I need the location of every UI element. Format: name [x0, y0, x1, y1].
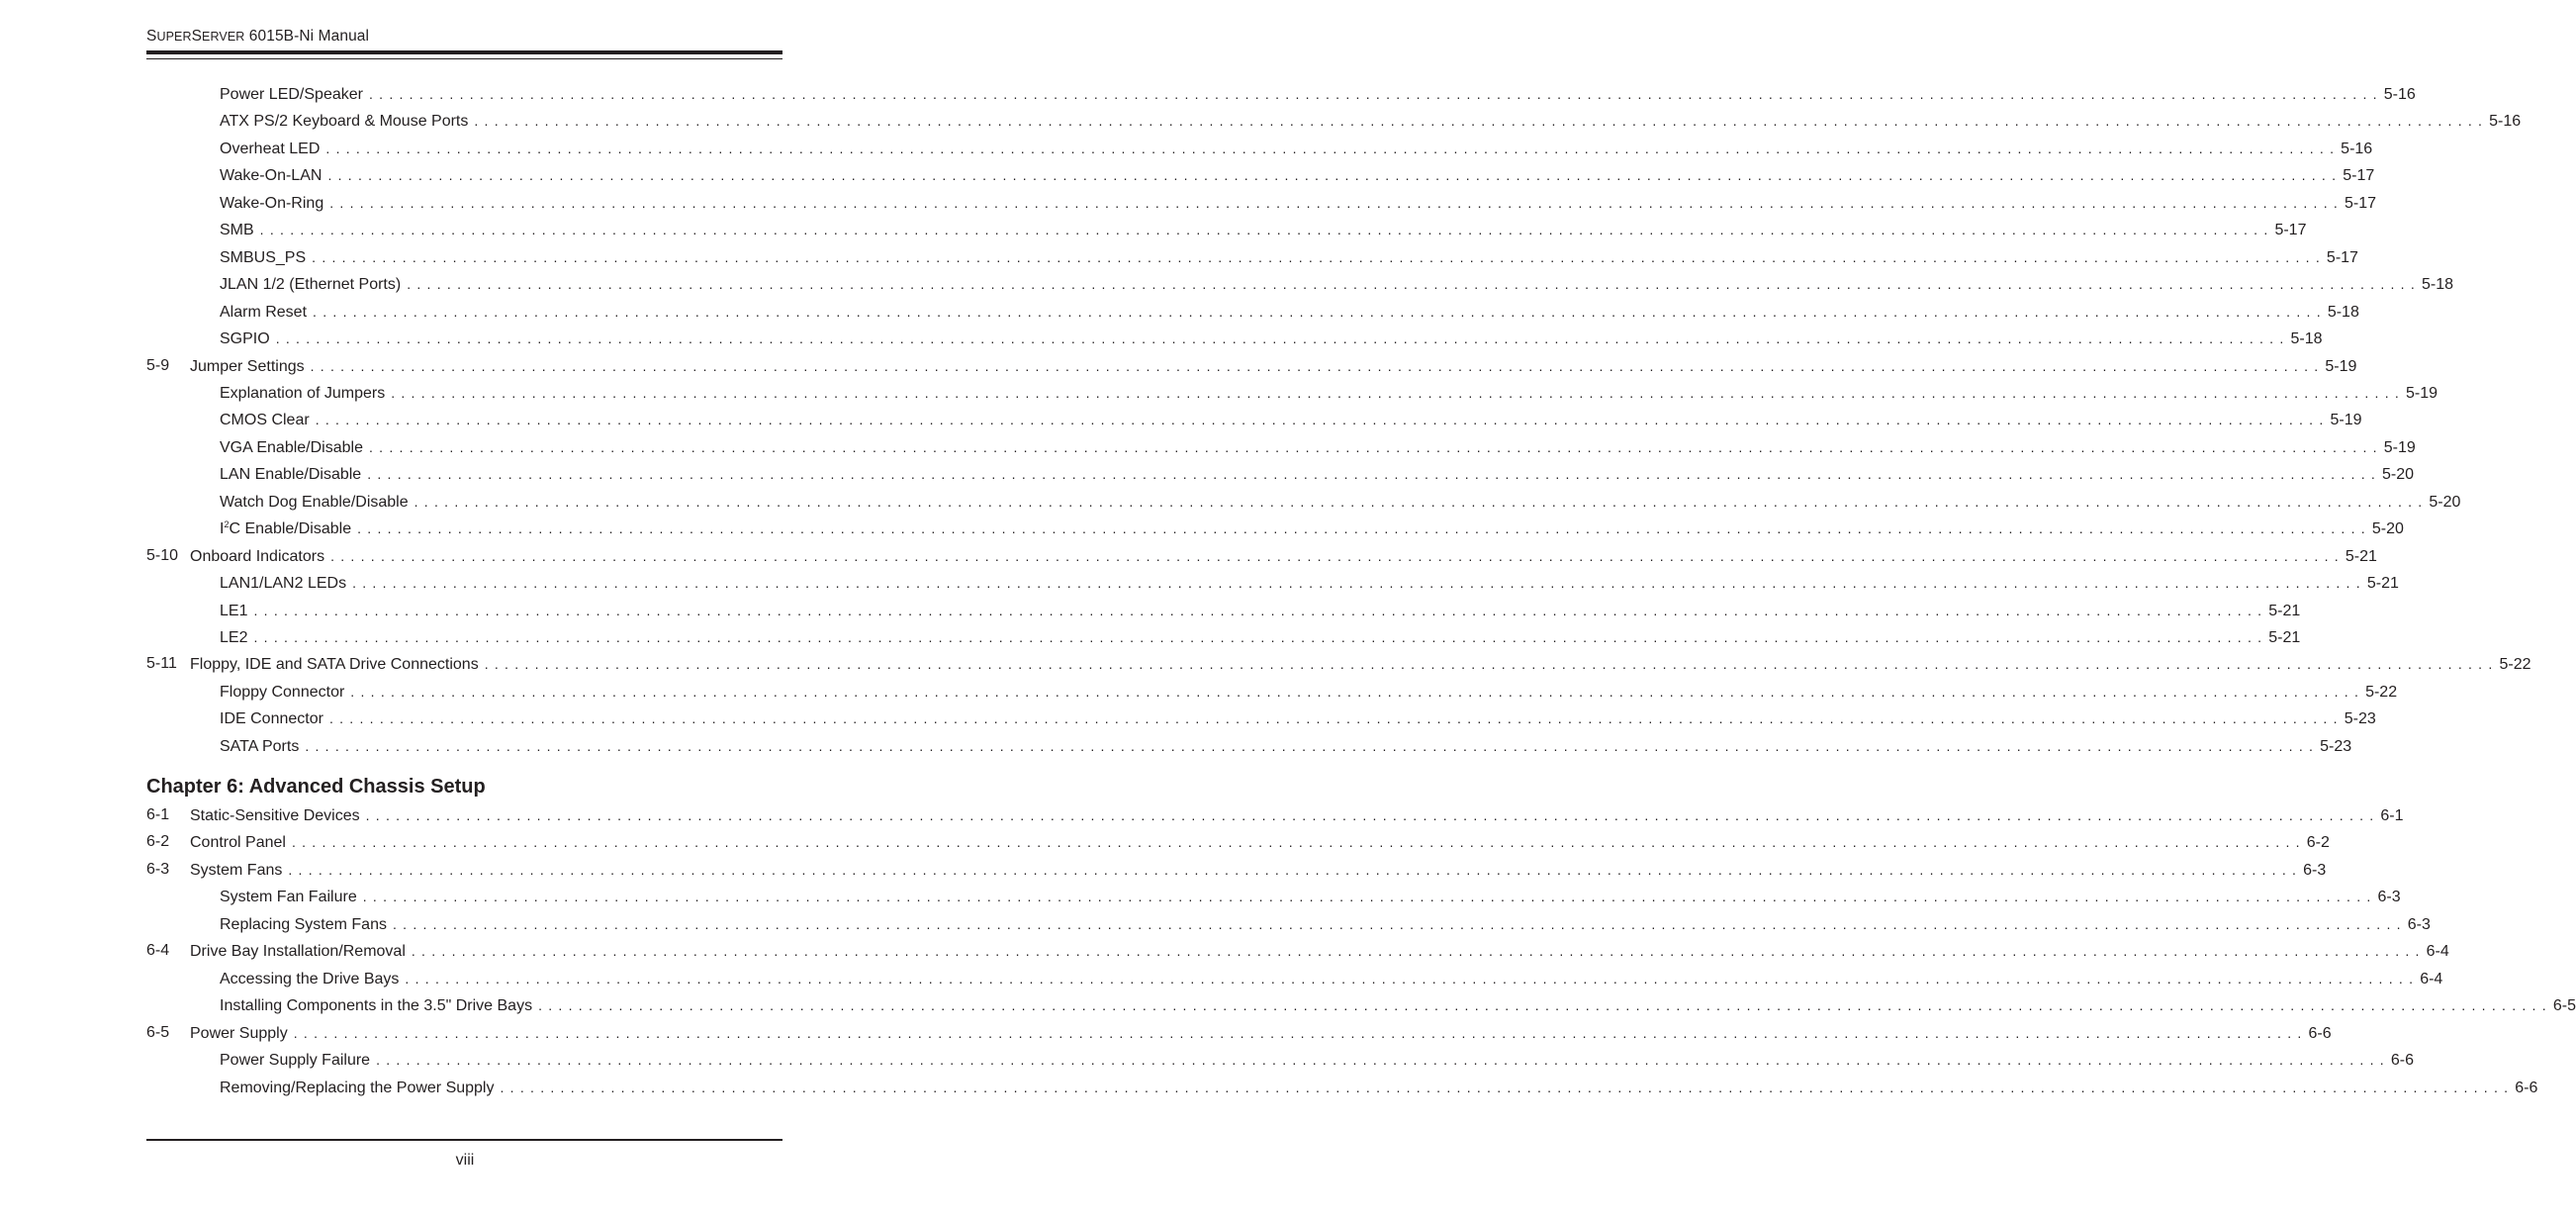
toc-entry-page: 5-19	[2405, 385, 2438, 402]
toc-entry-page: 5-20	[2371, 520, 2404, 537]
toc-entry[interactable]	[146, 600, 2301, 621]
toc-entry-label: Drive Bay Installation/Removal	[190, 943, 406, 960]
dot-leader: . . . . . . . . . . . . . . . . . . . . . . . . . . . . . . . . . . . . . . . . . . . . . . . . . . . . . . . . . . . . . . . . . . . . . . . . . . . . . . . . . . . . . . . . . . . . . . . . . . . . . . . . . . . . . . . . . . . . . . . . . . . . . . . . . . . . . . . . . . . . . . . . . . . . . . . . . . . . . . . . . . . . . . . . . . . . . . . . . . . . . . . . . . . . . . . . . . . . . . . .	[538, 997, 2547, 1013]
toc-entry-number: 6-3	[146, 861, 170, 878]
toc-entry-page: 5-17	[2326, 249, 2358, 266]
toc-entry-page: 5-21	[2366, 575, 2399, 592]
toc-entry[interactable]	[146, 110, 2522, 132]
toc-entry[interactable]	[146, 192, 2377, 214]
toc-entry-page: 6-4	[2420, 971, 2443, 987]
toc-entry-page: 5-18	[2290, 330, 2323, 347]
toc-entry[interactable]	[146, 804, 2404, 826]
toc-entry-page: 6-3	[2377, 889, 2401, 905]
toc-entry[interactable]	[146, 886, 2401, 907]
toc-entry-label: Replacing System Fans	[220, 916, 387, 933]
dot-leader: . . . . . . . . . . . . . . . . . . . . . . . . . . . . . . . . . . . . . . . . . . . . . . . . . . . . . . . . . . . . . . . . . . . . . . . . . . . . . . . . . . . . . . . . . . . . . . . . . . . . . . . . . . . . . . . . . . . . . . . . . . . . . . . . . . . . . . . . . . . . . . . . . . . . . . . . . . . . . . . . . . . . . . . . . . . . . . . . . . . . . . . . . . . . . . . . . . . . . . . .	[253, 629, 2263, 645]
toc-entry-label: Power Supply Failure	[220, 1052, 371, 1069]
toc-entry-label: Jumper Settings	[190, 358, 305, 375]
toc-entry-label: LAN Enable/Disable	[220, 466, 362, 483]
toc-entry-page: 5-19	[2330, 412, 2362, 428]
dot-leader: . . . . . . . . . . . . . . . . . . . . . . . . . . . . . . . . . . . . . . . . . . . . . . . . . . . . . . . . . . . . . . . . . . . . . . . . . . . . . . . . . . . . . . . . . . . . . . . . . . . . . . . . . . . . . . . . . . . . . . . . . . . . . . . . . . . . . . . . . . . . . . . . . . . . . . . . . . . . . . . . . . . . . . . . . . . . . . . . . . . . . . . . . . . . . . . . . . . . . . . .	[362, 889, 2372, 904]
toc-entry-label: LE1	[220, 603, 248, 619]
toc-entry-label: Accessing the Drive Bays	[220, 971, 400, 987]
toc-entry-number: 6-1	[146, 806, 170, 823]
toc-entry-page: 5-22	[2499, 656, 2531, 673]
toc-entry-number: 5-11	[146, 655, 177, 672]
toc-entry-page: 5-23	[2320, 738, 2352, 755]
toc-entry-page: 6-5	[2552, 997, 2576, 1014]
toc-entry-label: Wake-On-LAN	[220, 167, 322, 184]
dot-leader: . . . . . . . . . . . . . . . . . . . . . . . . . . . . . . . . . . . . . . . . . . . . . . . . . . . . . . . . . . . . . . . . . . . . . . . . . . . . . . . . . . . . . . . . . . . . . . . . . . . . . . . . . . . . . . . . . . . . . . . . . . . . . . . . . . . . . . . . . . . . . . . . . . . . . . . . . . . . . . . . . . . . . . . . . . . . . . . . . . . . . . . . . . . . . . . . . . . . . . . .	[414, 494, 2424, 510]
toc-entry[interactable]	[146, 1077, 2538, 1098]
toc-entry[interactable]	[146, 1022, 2332, 1044]
toc-entry-number: 5-9	[146, 357, 170, 374]
toc-entry-label: System Fan Failure	[220, 889, 357, 905]
dot-leader: . . . . . . . . . . . . . . . . . . . . . . . . . . . . . . . . . . . . . . . . . . . . . . . . . . . . . . . . . . . . . . . . . . . . . . . . . . . . . . . . . . . . . . . . . . . . . . . . . . . . . . . . . . . . . . . . . . . . . . . . . . . . . . . . . . . . . . . . . . . . . . . . . . . . . . . . . . . . . . . . . . . . . . . . . . . . . . . . . . . . . . . . . . . . . . . . . . . . . . . .	[312, 249, 2321, 265]
toc-entry[interactable]	[146, 1049, 2414, 1071]
toc-entry[interactable]	[146, 653, 2531, 675]
toc-entry-label: Floppy, IDE and SATA Drive Connections	[190, 656, 479, 673]
toc-entry[interactable]	[146, 301, 2359, 323]
toc-entry[interactable]	[146, 572, 2399, 594]
toc-entry[interactable]	[146, 707, 2376, 729]
toc-entry-page: 6-2	[2306, 834, 2330, 851]
dot-leader: . . . . . . . . . . . . . . . . . . . . . . . . . . . . . . . . . . . . . . . . . . . . . . . . . . . . . . . . . . . . . . . . . . . . . . . . . . . . . . . . . . . . . . . . . . . . . . . . . . . . . . . . . . . . . . . . . . . . . . . . . . . . . . . . . . . . . . . . . . . . . . . . . . . . . . . . . . . . . . . . . . . . . . . . . . . . . . . . . . . . . . . . . . . . . . . . . . . . . . . .	[328, 710, 2339, 726]
toc-entry-page: 5-21	[2268, 603, 2301, 619]
toc-entry[interactable]	[146, 735, 2352, 757]
toc-entry-label: Removing/Replacing the Power Supply	[220, 1080, 495, 1096]
toc-entry-label: LE2	[220, 629, 248, 646]
header-rule-thin	[146, 58, 782, 59]
toc-entry-page: 6-3	[2303, 862, 2327, 879]
dot-leader: . . . . . . . . . . . . . . . . . . . . . . . . . . . . . . . . . . . . . . . . . . . . . . . . . . . . . . . . . . . . . . . . . . . . . . . . . . . . . . . . . . . . . . . . . . . . . . . . . . . . . . . . . . . . . . . . . . . . . . . . . . . . . . . . . . . . . . . . . . . . . . . . . . . . . . . . . . . . . . . . . . . . . . . . . . . . . . . . . . . . . . . . . . . . . . . . . . . . . . . .	[367, 466, 2376, 482]
toc-entry[interactable]	[146, 83, 2416, 105]
toc-entry-page: 5-17	[2274, 222, 2307, 238]
toc-entry-label: IDE Connector	[220, 710, 323, 727]
dot-leader: . . . . . . . . . . . . . . . . . . . . . . . . . . . . . . . . . . . . . . . . . . . . . . . . . . . . . . . . . . . . . . . . . . . . . . . . . . . . . . . . . . . . . . . . . . . . . . . . . . . . . . . . . . . . . . . . . . . . . . . . . . . . . . . . . . . . . . . . . . . . . . . . . . . . . . . . . . . . . . . . . . . . . . . . . . . . . . . . . . . . . . . . . . . . . . . . . . . . . . . .	[325, 141, 2336, 156]
dot-leader: . . . . . . . . . . . . . . . . . . . . . . . . . . . . . . . . . . . . . . . . . . . . . . . . . . . . . . . . . . . . . . . . . . . . . . . . . . . . . . . . . . . . . . . . . . . . . . . . . . . . . . . . . . . . . . . . . . . . . . . . . . . . . . . . . . . . . . . . . . . . . . . . . . . . . . . . . . . . . . . . . . . . . . . . . . . . . . . . . . . . . . . . . . . . . . . . . . . . . . . .	[407, 276, 2416, 292]
toc-entry-page: 5-20	[2429, 494, 2461, 511]
dot-leader: . . . . . . . . . . . . . . . . . . . . . . . . . . . . . . . . . . . . . . . . . . . . . . . . . . . . . . . . . . . . . . . . . . . . . . . . . . . . . . . . . . . . . . . . . . . . . . . . . . . . . . . . . . . . . . . . . . . . . . . . . . . . . . . . . . . . . . . . . . . . . . . . . . . . . . . . . . . . . . . . . . . . . . . . . . . . . . . . . . . . . . . . . . . . . . . . . . . . . . . .	[474, 113, 2484, 129]
toc-entry-page: 5-16	[2489, 113, 2522, 130]
toc-entry[interactable]	[146, 138, 2373, 159]
toc-entry[interactable]	[146, 328, 2323, 349]
chapter-heading: Chapter 6: Advanced Chassis Setup	[146, 776, 486, 798]
dot-leader: . . . . . . . . . . . . . . . . . . . . . . . . . . . . . . . . . . . . . . . . . . . . . . . . . . . . . . . . . . . . . . . . . . . . . . . . . . . . . . . . . . . . . . . . . . . . . . . . . . . . . . . . . . . . . . . . . . . . . . . . . . . . . . . . . . . . . . . . . . . . . . . . . . . . . . . . . . . . . . . . . . . . . . . . . . . . . . . . . . . . . . . . . . . . . . . . . . . . . . . .	[313, 304, 2322, 320]
toc-entry-page: 6-6	[2308, 1025, 2332, 1042]
toc-entry-page: 5-20	[2381, 466, 2415, 483]
toc-entry-page: 5-21	[2345, 548, 2377, 565]
dot-leader: . . . . . . . . . . . . . . . . . . . . . . . . . . . . . . . . . . . . . . . . . . . . . . . . . . . . . . . . . . . . . . . . . . . . . . . . . . . . . . . . . . . . . . . . . . . . . . . . . . . . . . . . . . . . . . . . . . . . . . . . . . . . . . . . . . . . . . . . . . . . . . . . . . . . . . . . . . . . . . . . . . . . . . . . . . . . . . . . . . . . . . . . . . . . . . . . . . . . . . . .	[327, 167, 2338, 183]
toc-entry-label: Power Supply	[190, 1025, 288, 1042]
toc-entry-label: Control Panel	[190, 834, 286, 851]
dot-leader: . . . . . . . . . . . . . . . . . . . . . . . . . . . . . . . . . . . . . . . . . . . . . . . . . . . . . . . . . . . . . . . . . . . . . . . . . . . . . . . . . . . . . . . . . . . . . . . . . . . . . . . . . . . . . . . . . . . . . . . . . . . . . . . . . . . . . . . . . . . . . . . . . . . . . . . . . . . . . . . . . . . . . . . . . . . . . . . . . . . . . . . . . . . . . . . . . . . . . . . .	[411, 943, 2421, 959]
toc-entry-number: 6-5	[146, 1024, 170, 1041]
toc-entry-page: 6-3	[2407, 916, 2431, 933]
dot-leader: . . . . . . . . . . . . . . . . . . . . . . . . . . . . . . . . . . . . . . . . . . . . . . . . . . . . . . . . . . . . . . . . . . . . . . . . . . . . . . . . . . . . . . . . . . . . . . . . . . . . . . . . . . . . . . . . . . . . . . . . . . . . . . . . . . . . . . . . . . . . . . . . . . . . . . . . . . . . . . . . . . . . . . . . . . . . . . . . . . . . . . . . . . . . . . . . . . . . . . . .	[330, 548, 2340, 564]
toc-entry-number: 5-10	[146, 547, 179, 564]
toc-entry-label: ATX PS/2 Keyboard & Mouse Ports	[220, 113, 469, 130]
toc-entry[interactable]	[146, 994, 2576, 1016]
dot-leader: . . . . . . . . . . . . . . . . . . . . . . . . . . . . . . . . . . . . . . . . . . . . . . . . . . . . . . . . . . . . . . . . . . . . . . . . . . . . . . . . . . . . . . . . . . . . . . . . . . . . . . . . . . . . . . . . . . . . . . . . . . . . . . . . . . . . . . . . . . . . . . . . . . . . . . . . . . . . . . . . . . . . . . . . . . . . . . . . . . . . . . . . . . . . . . . . . . . . . . . .	[357, 520, 2366, 536]
running-header: SUPERSERVER 6015B-Ni Manual	[146, 28, 370, 45]
dot-leader: . . . . . . . . . . . . . . . . . . . . . . . . . . . . . . . . . . . . . . . . . . . . . . . . . . . . . . . . . . . . . . . . . . . . . . . . . . . . . . . . . . . . . . . . . . . . . . . . . . . . . . . . . . . . . . . . . . . . . . . . . . . . . . . . . . . . . . . . . . . . . . . . . . . . . . . . . . . . . . . . . . . . . . . . . . . . . . . . . . . . . . . . . . . . . . . . . . . . . . . .	[291, 834, 2301, 850]
dot-leader: . . . . . . . . . . . . . . . . . . . . . . . . . . . . . . . . . . . . . . . . . . . . . . . . . . . . . . . . . . . . . . . . . . . . . . . . . . . . . . . . . . . . . . . . . . . . . . . . . . . . . . . . . . . . . . . . . . . . . . . . . . . . . . . . . . . . . . . . . . . . . . . . . . . . . . . . . . . . . . . . . . . . . . . . . . . . . . . . . . . . . . . . . . . . . . . . . . . . . . . .	[365, 807, 2375, 823]
toc-entry-label: SMB	[220, 222, 254, 238]
toc-entry-label: Overheat LED	[220, 141, 321, 157]
dot-leader: . . . . . . . . . . . . . . . . . . . . . . . . . . . . . . . . . . . . . . . . . . . . . . . . . . . . . . . . . . . . . . . . . . . . . . . . . . . . . . . . . . . . . . . . . . . . . . . . . . . . . . . . . . . . . . . . . . . . . . . . . . . . . . . . . . . . . . . . . . . . . . . . . . . . . . . . . . . . . . . . . . . . . . . . . . . . . . . . . . . . . . . . . . . . . . . . . . . . . . . .	[310, 358, 2320, 374]
toc-entry-page: 6-6	[2390, 1052, 2414, 1069]
toc-entry-label: VGA Enable/Disable	[220, 439, 363, 456]
dot-leader: . . . . . . . . . . . . . . . . . . . . . . . . . . . . . . . . . . . . . . . . . . . . . . . . . . . . . . . . . . . . . . . . . . . . . . . . . . . . . . . . . . . . . . . . . . . . . . . . . . . . . . . . . . . . . . . . . . . . . . . . . . . . . . . . . . . . . . . . . . . . . . . . . . . . . . . . . . . . . . . . . . . . . . . . . . . . . . . . . . . . . . . . . . . . . . . . . . . . . . . .	[368, 439, 2378, 455]
toc-entry-label: JLAN 1/2 (Ethernet Ports)	[220, 276, 402, 293]
toc-entry-page: 6-1	[2380, 807, 2404, 824]
toc-entry[interactable]	[146, 968, 2443, 989]
dot-leader: . . . . . . . . . . . . . . . . . . . . . . . . . . . . . . . . . . . . . . . . . . . . . . . . . . . . . . . . . . . . . . . . . . . . . . . . . . . . . . . . . . . . . . . . . . . . . . . . . . . . . . . . . . . . . . . . . . . . . . . . . . . . . . . . . . . . . . . . . . . . . . . . . . . . . . . . . . . . . . . . . . . . . . . . . . . . . . . . . . . . . . . . . . . . . . . . . . . . . . . .	[259, 222, 2269, 237]
toc-entry[interactable]	[146, 355, 2357, 377]
toc-entry[interactable]	[146, 164, 2375, 186]
toc-entry[interactable]	[146, 463, 2415, 485]
toc-entry[interactable]	[146, 626, 2301, 648]
toc-entry[interactable]	[146, 491, 2461, 513]
toc-entry-page: 5-23	[2344, 710, 2376, 727]
toc-entry-number: 6-4	[146, 942, 170, 959]
toc-entry-page: 5-17	[2343, 167, 2375, 184]
dot-leader: . . . . . . . . . . . . . . . . . . . . . . . . . . . . . . . . . . . . . . . . . . . . . . . . . . . . . . . . . . . . . . . . . . . . . . . . . . . . . . . . . . . . . . . . . . . . . . . . . . . . . . . . . . . . . . . . . . . . . . . . . . . . . . . . . . . . . . . . . . . . . . . . . . . . . . . . . . . . . . . . . . . . . . . . . . . . . . . . . . . . . . . . . . . . . . . . . . . . . . . .	[484, 656, 2494, 672]
dot-leader: . . . . . . . . . . . . . . . . . . . . . . . . . . . . . . . . . . . . . . . . . . . . . . . . . . . . . . . . . . . . . . . . . . . . . . . . . . . . . . . . . . . . . . . . . . . . . . . . . . . . . . . . . . . . . . . . . . . . . . . . . . . . . . . . . . . . . . . . . . . . . . . . . . . . . . . . . . . . . . . . . . . . . . . . . . . . . . . . . . . . . . . . . . . . . . . . . . . . . . . .	[315, 412, 2325, 427]
dot-leader: . . . . . . . . . . . . . . . . . . . . . . . . . . . . . . . . . . . . . . . . . . . . . . . . . . . . . . . . . . . . . . . . . . . . . . . . . . . . . . . . . . . . . . . . . . . . . . . . . . . . . . . . . . . . . . . . . . . . . . . . . . . . . . . . . . . . . . . . . . . . . . . . . . . . . . . . . . . . . . . . . . . . . . . . . . . . . . . . . . . . . . . . . . . . . . . . . . . . . . . .	[350, 684, 2360, 700]
dot-leader: . . . . . . . . . . . . . . . . . . . . . . . . . . . . . . . . . . . . . . . . . . . . . . . . . . . . . . . . . . . . . . . . . . . . . . . . . . . . . . . . . . . . . . . . . . . . . . . . . . . . . . . . . . . . . . . . . . . . . . . . . . . . . . . . . . . . . . . . . . . . . . . . . . . . . . . . . . . . . . . . . . . . . . . . . . . . . . . . . . . . . . . . . . . . . . . . . . . . . . . .	[288, 862, 2298, 878]
dot-leader: . . . . . . . . . . . . . . . . . . . . . . . . . . . . . . . . . . . . . . . . . . . . . . . . . . . . . . . . . . . . . . . . . . . . . . . . . . . . . . . . . . . . . . . . . . . . . . . . . . . . . . . . . . . . . . . . . . . . . . . . . . . . . . . . . . . . . . . . . . . . . . . . . . . . . . . . . . . . . . . . . . . . . . . . . . . . . . . . . . . . . . . . . . . . . . . . . . . . . . . .	[405, 971, 2415, 987]
toc-entry[interactable]	[146, 246, 2358, 268]
dot-leader: . . . . . . . . . . . . . . . . . . . . . . . . . . . . . . . . . . . . . . . . . . . . . . . . . . . . . . . . . . . . . . . . . . . . . . . . . . . . . . . . . . . . . . . . . . . . . . . . . . . . . . . . . . . . . . . . . . . . . . . . . . . . . . . . . . . . . . . . . . . . . . . . . . . . . . . . . . . . . . . . . . . . . . . . . . . . . . . . . . . . . . . . . . . . . . . . . . . . . . . .	[376, 1052, 2385, 1068]
toc-entry[interactable]	[146, 517, 2404, 539]
toc-entry-label: Wake-On-Ring	[220, 195, 324, 212]
toc-entry-label: SGPIO	[220, 330, 270, 347]
dot-leader: . . . . . . . . . . . . . . . . . . . . . . . . . . . . . . . . . . . . . . . . . . . . . . . . . . . . . . . . . . . . . . . . . . . . . . . . . . . . . . . . . . . . . . . . . . . . . . . . . . . . . . . . . . . . . . . . . . . . . . . . . . . . . . . . . . . . . . . . . . . . . . . . . . . . . . . . . . . . . . . . . . . . . . . . . . . . . . . . . . . . . . . . . . . . . . . . . . . . . . . .	[305, 738, 2315, 754]
dot-leader: . . . . . . . . . . . . . . . . . . . . . . . . . . . . . . . . . . . . . . . . . . . . . . . . . . . . . . . . . . . . . . . . . . . . . . . . . . . . . . . . . . . . . . . . . . . . . . . . . . . . . . . . . . . . . . . . . . . . . . . . . . . . . . . . . . . . . . . . . . . . . . . . . . . . . . . . . . . . . . . . . . . . . . . . . . . . . . . . . . . . . . . . . . . . . . . . . . . . . . . .	[253, 603, 2263, 618]
dot-leader: . . . . . . . . . . . . . . . . . . . . . . . . . . . . . . . . . . . . . . . . . . . . . . . . . . . . . . . . . . . . . . . . . . . . . . . . . . . . . . . . . . . . . . . . . . . . . . . . . . . . . . . . . . . . . . . . . . . . . . . . . . . . . . . . . . . . . . . . . . . . . . . . . . . . . . . . . . . . . . . . . . . . . . . . . . . . . . . . . . . . . . . . . . . . . . . . . . . . . . . .	[352, 575, 2361, 591]
toc-entry-page: 5-22	[2365, 684, 2398, 701]
toc-entry-page: 5-18	[2327, 304, 2359, 321]
toc-entry-page: 5-17	[2345, 195, 2377, 212]
toc-entry-label: Power LED/Speaker	[220, 86, 363, 103]
dot-leader: . . . . . . . . . . . . . . . . . . . . . . . . . . . . . . . . . . . . . . . . . . . . . . . . . . . . . . . . . . . . . . . . . . . . . . . . . . . . . . . . . . . . . . . . . . . . . . . . . . . . . . . . . . . . . . . . . . . . . . . . . . . . . . . . . . . . . . . . . . . . . . . . . . . . . . . . . . . . . . . . . . . . . . . . . . . . . . . . . . . . . . . . . . . . . . . . . . . . . . . .	[368, 86, 2378, 102]
header-rule-thick	[146, 50, 782, 54]
footer-rule	[146, 1139, 782, 1141]
toc-entry-label: Onboard Indicators	[190, 548, 325, 565]
toc-entry-label: System Fans	[190, 862, 283, 879]
toc-entry-page: 5-19	[2383, 439, 2416, 456]
toc-entry[interactable]	[146, 913, 2431, 935]
toc-entry-page: 6-6	[2515, 1080, 2538, 1096]
toc-entry-label: SATA Ports	[220, 738, 300, 755]
toc-entry-label: Static-Sensitive Devices	[190, 807, 360, 824]
toc-entry-label: Alarm Reset	[220, 304, 308, 321]
toc-entry-label: Explanation of Jumpers	[220, 385, 386, 402]
toc-entry-label: Floppy Connector	[220, 684, 345, 701]
toc-entry[interactable]	[146, 940, 2449, 962]
toc-entry[interactable]	[146, 545, 2377, 567]
dot-leader: . . . . . . . . . . . . . . . . . . . . . . . . . . . . . . . . . . . . . . . . . . . . . . . . . . . . . . . . . . . . . . . . . . . . . . . . . . . . . . . . . . . . . . . . . . . . . . . . . . . . . . . . . . . . . . . . . . . . . . . . . . . . . . . . . . . . . . . . . . . . . . . . . . . . . . . . . . . . . . . . . . . . . . . . . . . . . . . . . . . . . . . . . . . . . . . . . . . . . . . .	[391, 385, 2400, 401]
toc-entry-label: SMBUS_PS	[220, 249, 307, 266]
toc-entry-page: 5-18	[2421, 276, 2453, 293]
toc-entry-label: LAN1/LAN2 LEDs	[220, 575, 347, 592]
toc-entry-label: $I^2C$ Enable/Disable	[220, 519, 352, 537]
toc-entry[interactable]	[146, 273, 2453, 295]
toc-entry-page: 6-4	[2426, 943, 2449, 960]
dot-leader: . . . . . . . . . . . . . . . . . . . . . . . . . . . . . . . . . . . . . . . . . . . . . . . . . . . . . . . . . . . . . . . . . . . . . . . . . . . . . . . . . . . . . . . . . . . . . . . . . . . . . . . . . . . . . . . . . . . . . . . . . . . . . . . . . . . . . . . . . . . . . . . . . . . . . . . . . . . . . . . . . . . . . . . . . . . . . . . . . . . . . . . . . . . . . . . . . . . . . . . .	[500, 1080, 2510, 1095]
dot-leader: . . . . . . . . . . . . . . . . . . . . . . . . . . . . . . . . . . . . . . . . . . . . . . . . . . . . . . . . . . . . . . . . . . . . . . . . . . . . . . . . . . . . . . . . . . . . . . . . . . . . . . . . . . . . . . . . . . . . . . . . . . . . . . . . . . . . . . . . . . . . . . . . . . . . . . . . . . . . . . . . . . . . . . . . . . . . . . . . . . . . . . . . . . . . . . . . . . . . . . . .	[293, 1025, 2303, 1041]
page-number: viii	[455, 1152, 475, 1169]
toc-entry[interactable]	[146, 409, 2362, 430]
toc-entry[interactable]	[146, 219, 2307, 240]
toc-entry-page: 5-16	[2341, 141, 2373, 157]
toc-entry-page: 5-21	[2268, 629, 2301, 646]
toc-entry-page: 5-16	[2383, 86, 2416, 103]
toc-entry[interactable]	[146, 681, 2398, 703]
dot-leader: . . . . . . . . . . . . . . . . . . . . . . . . . . . . . . . . . . . . . . . . . . . . . . . . . . . . . . . . . . . . . . . . . . . . . . . . . . . . . . . . . . . . . . . . . . . . . . . . . . . . . . . . . . . . . . . . . . . . . . . . . . . . . . . . . . . . . . . . . . . . . . . . . . . . . . . . . . . . . . . . . . . . . . . . . . . . . . . . . . . . . . . . . . . . . . . . . . . . . . . .	[275, 330, 2285, 346]
toc-entry[interactable]	[146, 382, 2438, 404]
toc-entry-label: CMOS Clear	[220, 412, 310, 428]
toc-entry-label: Watch Dog Enable/Disable	[220, 494, 409, 511]
toc-entry-label: Installing Components in the 3.5" Drive Bays	[220, 997, 533, 1014]
toc-entry[interactable]	[146, 859, 2327, 881]
dot-leader: . . . . . . . . . . . . . . . . . . . . . . . . . . . . . . . . . . . . . . . . . . . . . . . . . . . . . . . . . . . . . . . . . . . . . . . . . . . . . . . . . . . . . . . . . . . . . . . . . . . . . . . . . . . . . . . . . . . . . . . . . . . . . . . . . . . . . . . . . . . . . . . . . . . . . . . . . . . . . . . . . . . . . . . . . . . . . . . . . . . . . . . . . . . . . . . . . . . . . . . .	[392, 916, 2402, 932]
dot-leader: . . . . . . . . . . . . . . . . . . . . . . . . . . . . . . . . . . . . . . . . . . . . . . . . . . . . . . . . . . . . . . . . . . . . . . . . . . . . . . . . . . . . . . . . . . . . . . . . . . . . . . . . . . . . . . . . . . . . . . . . . . . . . . . . . . . . . . . . . . . . . . . . . . . . . . . . . . . . . . . . . . . . . . . . . . . . . . . . . . . . . . . . . . . . . . . . . . . . . . . .	[329, 195, 2339, 211]
toc-entry-number: 6-2	[146, 833, 170, 850]
toc-entry[interactable]	[146, 436, 2416, 458]
toc-entry-page: 5-19	[2325, 358, 2357, 375]
toc-entry[interactable]	[146, 831, 2330, 853]
